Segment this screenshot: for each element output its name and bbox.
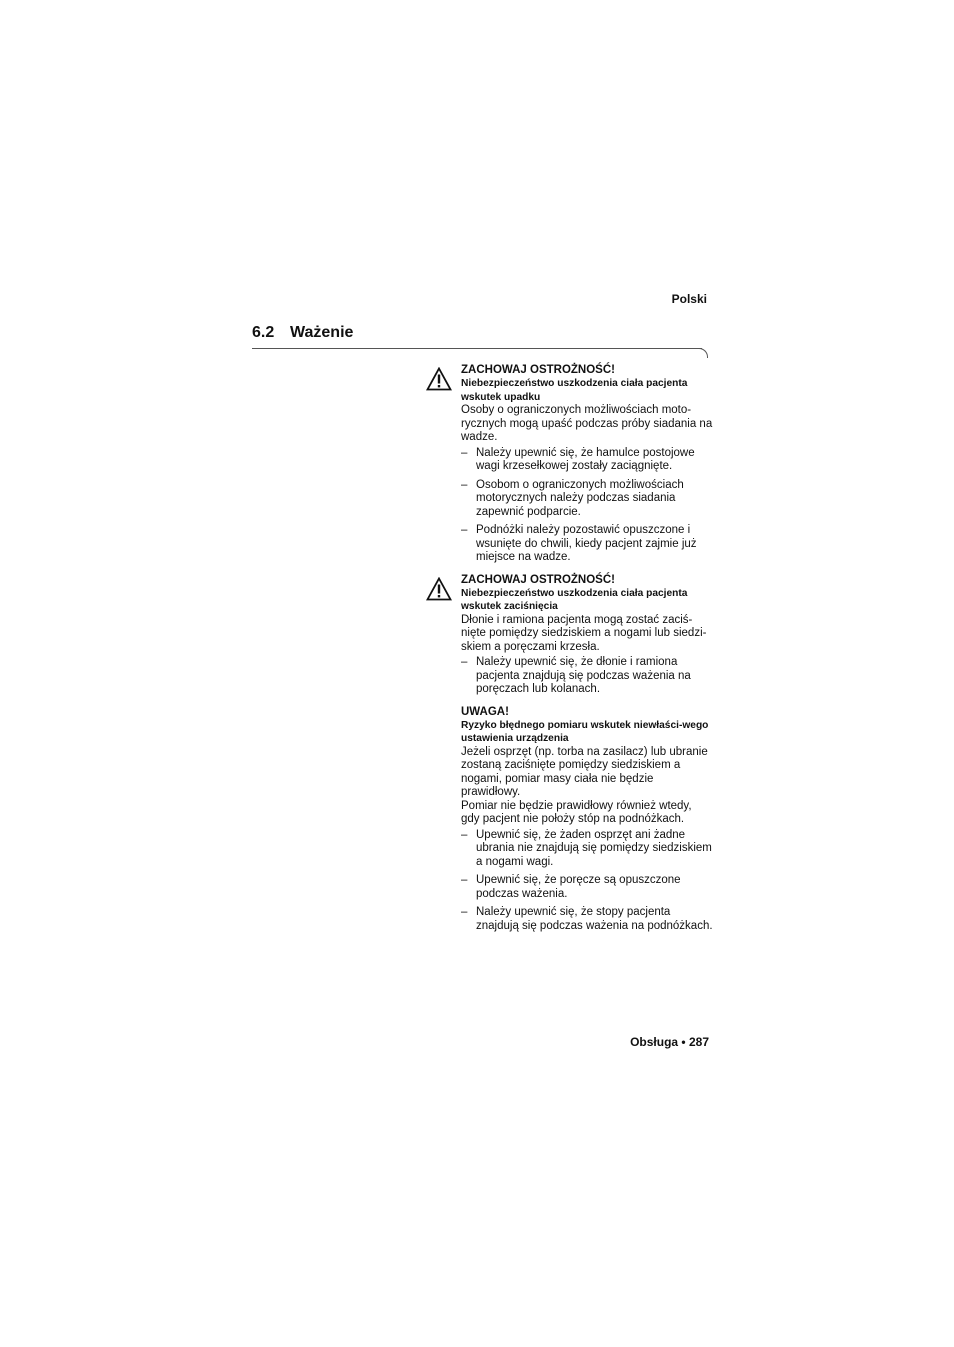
notice-title: ZACHOWAJ OSTROŻNOŚĆ! <box>461 364 615 376</box>
list-item: – Należy upewnić się, że stopy pacjenta znajdują się podczas ważenia na podnóżkach. <box>461 906 713 933</box>
notice-paragraph: Osoby o ograniczonych możliwościach moto-rycznych mogą upaść podczas próby siadania na wadze. <box>461 404 713 443</box>
page-footer: Obsługa • 287 <box>630 1035 709 1049</box>
warning-triangle-icon <box>426 577 452 601</box>
list-item: – Podnóżki należy pozostawić opuszczone i wsunięte do chwili, kiedy pacjent zajmie już miejsce na wadze. <box>461 524 713 565</box>
list-item: – Upewnić się, że poręcze są opuszczone podczas ważenia. <box>461 874 713 901</box>
caution-notice-crush <box>461 573 713 697</box>
attention-notice-measurement <box>461 705 713 934</box>
notice-subtitle: Niebezpieczeństwo uszkodzenia ciała pacjenta wskutek zaciśnięcia <box>461 587 688 612</box>
section-divider <box>252 348 702 349</box>
notice-list <box>461 656 713 697</box>
warning-triangle-icon <box>426 367 452 391</box>
section-number: 6.2 <box>252 324 275 341</box>
notice-paragraph: Jeżeli osprzęt (np. torba na zasilacz) lub ubranie zostaną zaciśnięte pomiędzy siedziskiem a nogami, pomiar masy ciała nie będzie prawidłowy. <box>461 745 708 798</box>
caution-notice-fall <box>461 363 713 565</box>
list-item: – Należy upewnić się, że dłonie i ramiona pacjenta znajdują się podczas ważenia na poręczach lub kolanach. <box>461 656 713 697</box>
language-label: Polski <box>671 292 707 306</box>
notice-subtitle: Niebezpieczeństwo uszkodzenia ciała pacjenta wskutek upadku <box>461 378 688 403</box>
list-item: – Upewnić się, że żaden osprzęt ani żadne ubrania nie znajdują się pomiędzy siedziskiem a nogami wagi. <box>461 829 713 870</box>
section-heading <box>252 324 353 342</box>
notice-paragraph: Dłonie i ramiona pacjenta mogą zostać zaciś-nięte pomiędzy siedziskiem a nogami lub siedzi-skiem a poręczami krzesła. <box>461 613 707 653</box>
list-item: – Należy upewnić się, że hamulce postojowe wagi krzesełkowej zostały zaciągnięte. <box>461 447 713 474</box>
notice-paragraph: Pomiar nie będzie prawidłowy również wtedy, gdy pacjent nie położy stóp na podnóżkach. <box>461 799 692 825</box>
list-item: – Osobom o ograniczonych możliwościach motorycznych należy podczas siadania zapewnić podparcie. <box>461 479 713 520</box>
notice-subtitle: Ryzyko błędnego pomiaru wskutek niewłaści-wego ustawienia urządzenia <box>461 719 709 744</box>
section-title: Ważenie <box>290 324 354 341</box>
notice-list <box>461 447 713 565</box>
notice-title: ZACHOWAJ OSTROŻNOŚĆ! <box>461 573 615 586</box>
notice-title: UWAGA! <box>461 705 509 718</box>
notice-list <box>461 829 713 934</box>
section-divider-corner <box>698 348 708 358</box>
notices-column <box>461 363 713 941</box>
